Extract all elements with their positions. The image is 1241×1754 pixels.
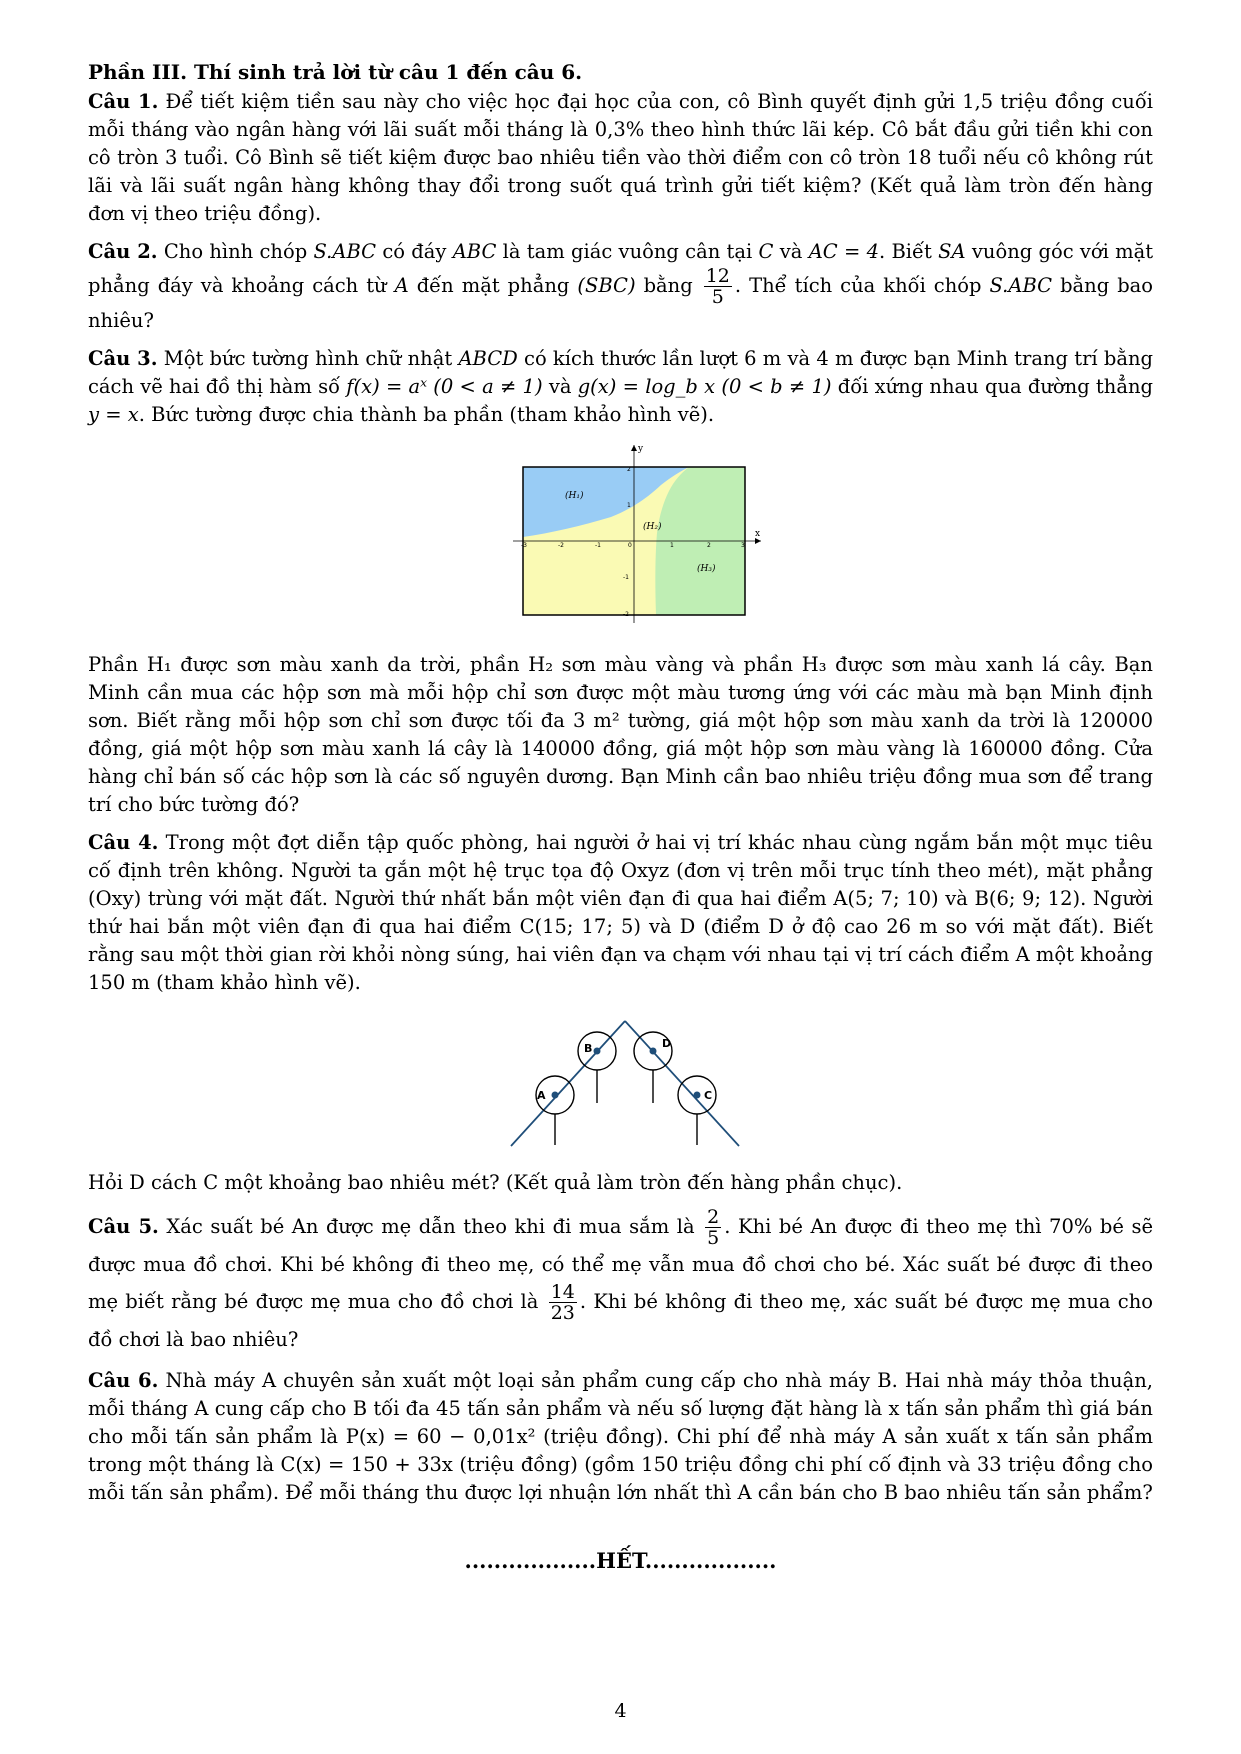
tick-x: 1 xyxy=(669,542,674,549)
h1-label: (H₁) xyxy=(564,491,583,501)
question-2-label: Câu 2. xyxy=(88,240,158,263)
trajectory-ab xyxy=(511,1021,625,1146)
tick-x: 2 xyxy=(706,542,711,549)
question-2-text: vuông góc với mặt phẳng đáy và khoảng cách từ xyxy=(88,240,1154,297)
y-axis-arrow xyxy=(631,445,637,451)
question-5-label: Câu 5. xyxy=(88,1215,159,1238)
tick-y: -1 xyxy=(622,574,629,581)
fraction-denominator: 23 xyxy=(550,1302,575,1324)
point-b-label: B xyxy=(583,1042,592,1055)
shooting-diagram-svg xyxy=(501,1011,741,1151)
question-6 xyxy=(88,1367,1153,1507)
fraction xyxy=(705,1207,721,1248)
math-term: SA xyxy=(938,240,966,263)
fraction-denominator: 5 xyxy=(711,286,724,308)
math-term: ABC xyxy=(452,240,497,263)
fraction-numerator: 2 xyxy=(707,1206,720,1228)
question-1 xyxy=(88,88,1153,228)
question-1-text: Để tiết kiệm tiền sau này cho việc học đại học của con, cô Bình quyết định gửi 1,5 triệu đồng cuối mỗi tháng vào ngân hàng với lãi suất mỗi tháng là 0,3% theo hình thức lãi kép. Cô bắt đầu gửi tiền khi con cô tròn 3 tuổi. Cô Bình sẽ tiết kiệm được bao nhiêu tiền vào thời điểm con cô tròn 18 tuổi nếu cô không rút lãi và lãi suất ngân hàng không thay đổi trong suốt quá trình gửi tiết kiệm? (Kết quả làm tròn đến hàng đơn vị theo triệu đồng). xyxy=(88,90,1153,225)
axis-x-label: x xyxy=(754,529,760,539)
question-6-label: Câu 6. xyxy=(88,1369,159,1392)
point-a-label: A xyxy=(536,1089,546,1102)
question-4-text: Trong một đợt diễn tập quốc phòng, hai người ở hai vị trí khác nhau cùng ngắm bắn một mục tiêu cố định trên không. Người ta gắn một hệ trục tọa độ Oxyz (đơn vị trên mỗi trục tính theo mét), mặt phẳng (Oxy) trùng với mặt đất. Người thứ nhất bắn một viên đạn đi qua hai điểm A(5; 7; 10) và B(6; 9; 12). Người thứ hai bắn một viên đạn đi qua hai điểm C(15; 17; 5) và D (điểm D ở độ cao 26 m so với mặt đất). Biết rằng sau một thời gian rời khỏi nòng súng, hai viên đạn va chạm với nhau tại vị trí cách điểm A một khoảng 150 m (tham khảo hình vẽ). xyxy=(88,831,1153,994)
tick-x: -2 xyxy=(557,542,564,549)
math-term: y = x xyxy=(88,403,139,426)
question-4-label: Câu 4. xyxy=(88,831,159,854)
tick-y: -2 xyxy=(622,611,629,618)
math-term: C xyxy=(758,240,774,263)
question-2-text: đến mặt phẳng xyxy=(416,274,570,297)
math-term: f(x) = aˣ (0 < a ≠ 1) xyxy=(346,375,543,398)
point-d-label: D xyxy=(661,1037,671,1050)
tick-x: -3 xyxy=(520,542,527,549)
tick-y: 1 xyxy=(626,502,631,509)
tick-x: 0 xyxy=(627,542,632,549)
question-3-label: Câu 3. xyxy=(88,347,158,370)
math-term: A xyxy=(394,274,409,297)
fraction-numerator: 14 xyxy=(550,1281,575,1303)
tick-y: 2 xyxy=(626,466,631,473)
question-5-text: Xác suất bé An được mẹ dẫn theo khi đi mua sắm là xyxy=(166,1215,695,1238)
question-6-text: Nhà máy A chuyên sản xuất một loại sản phẩm cung cấp cho nhà máy B. Hai nhà máy thỏa thuận, mỗi tháng A cung cấp cho B tối đa 45 tấn sản phẩm và nếu số lượng đặt hàng là x tấn sản phẩm thì giá bán cho mỗi tấn sản phẩm là P(x) = 60 − 0,01x² (triệu đồng). Chi phí để nhà máy A sản xuất x tấn sản phẩm trong một tháng là C(x) = 150 + 33x (triệu đồng) (gồm 150 triệu đồng chi phí cố định và 33 triệu đồng cho mỗi tấn sản phẩm). Để mỗi tháng thu được lợi nhuận lớn nhất thì A cần bán cho B bao nhiêu tấn sản phẩm? xyxy=(88,1369,1153,1504)
question-3-text: . Bức tường được chia thành ba phần (tham khảo hình vẽ). xyxy=(138,403,715,426)
question-3-text: đối xứng nhau qua đường thẳng xyxy=(837,375,1153,398)
question-1-label: Câu 1. xyxy=(88,90,159,113)
math-term: g(x) = log_b x (0 < b ≠ 1) xyxy=(577,375,832,398)
fraction xyxy=(704,266,732,307)
scope-a xyxy=(536,1076,574,1145)
question-4 xyxy=(88,829,1153,997)
question-5 xyxy=(88,1207,1153,1357)
question-3 xyxy=(88,345,1153,429)
question-2-text: Cho hình chóp xyxy=(163,240,308,263)
h2-label: (H₂) xyxy=(642,522,661,532)
math-term: ABCD xyxy=(458,347,518,370)
question-3-text: và xyxy=(548,375,572,398)
exam-page xyxy=(88,58,1153,1575)
question-2-text: bằng bao nhiêu? xyxy=(88,274,1154,332)
axis-y-label: y xyxy=(637,444,643,454)
shooting-diagram xyxy=(501,1011,741,1151)
question-2-text: . Thể tích của khối chóp xyxy=(734,274,982,297)
question-5-text: . Khi bé An được đi theo mẹ thì 70% bé sẽ được mua đồ chơi. Khi bé không đi theo mẹ, có thể mẹ vẫn mua đồ chơi cho bé. Xác suất bé được đi theo mẹ biết rằng bé được mẹ mua cho đồ chơi là xyxy=(88,1215,1154,1313)
fraction xyxy=(549,1282,577,1323)
question-3-text: có kích thước lần lượt 6 m và 4 m được bạn Minh trang trí bằng cách vẽ hai đồ thị hàm số xyxy=(88,347,1154,398)
wall-graph-figure xyxy=(471,441,771,641)
math-term: (SBC) xyxy=(577,274,636,297)
end-mark: ..................HẾT.................. xyxy=(464,1548,777,1573)
question-2-text: bằng xyxy=(643,274,693,297)
fraction-numerator: 12 xyxy=(705,265,730,287)
fraction-denominator: 5 xyxy=(707,1227,720,1249)
question-2-text: có đáy xyxy=(382,240,447,263)
page-number: 4 xyxy=(614,1700,627,1722)
math-term: S.ABC xyxy=(313,240,377,263)
question-2-text: và xyxy=(779,240,803,263)
math-term: S.ABC xyxy=(989,274,1053,297)
point-c-label: C xyxy=(703,1089,712,1102)
wall-graph xyxy=(471,441,771,641)
question-2-text: . Biết xyxy=(878,240,932,263)
tick-x: -1 xyxy=(594,542,601,549)
h3-label: (H₃) xyxy=(696,564,715,574)
question-2 xyxy=(88,238,1153,335)
question-3-continuation: Phần H₁ được sơn màu xanh da trời, phần H₂ sơn màu vàng và phần H₃ được sơn màu xanh lá cây. Bạn Minh cần mua các hộp sơn mà mỗi hộp chỉ sơn được một màu tương ứng với các màu mà bạn Minh định sơn. Biết rằng mỗi hộp sơn chỉ sơn được tối đa 3 m² tường, giá một hộp sơn màu xanh da trời là 120000 đồng, giá một hộp sơn màu xanh lá cây là 140000 đồng, giá một hộp sơn màu vàng là 160000 đồng. Cửa hàng chỉ bán số các hộp sơn là các số nguyên dương. Bạn Minh cần bao nhiêu triệu đồng mua sơn để trang trí cho bức tường đó? xyxy=(88,653,1153,816)
math-term: AC = 4 xyxy=(808,240,879,263)
tick-x: 3 xyxy=(740,542,745,549)
section-title: Phần III. Thí sinh trả lời từ câu 1 đến câu 6. xyxy=(88,60,583,84)
question-2-text: là tam giác vuông cân tại xyxy=(502,240,753,263)
question-5-text: . Khi bé không đi theo mẹ, xác suất bé được mẹ mua cho đồ chơi là bao nhiêu? xyxy=(88,1290,1153,1351)
question-3-text: Một bức tường hình chữ nhật xyxy=(163,347,453,370)
question-4-continuation: Hỏi D cách C một khoảng bao nhiêu mét? (Kết quả làm tròn đến hàng phần chục). xyxy=(88,1171,903,1194)
